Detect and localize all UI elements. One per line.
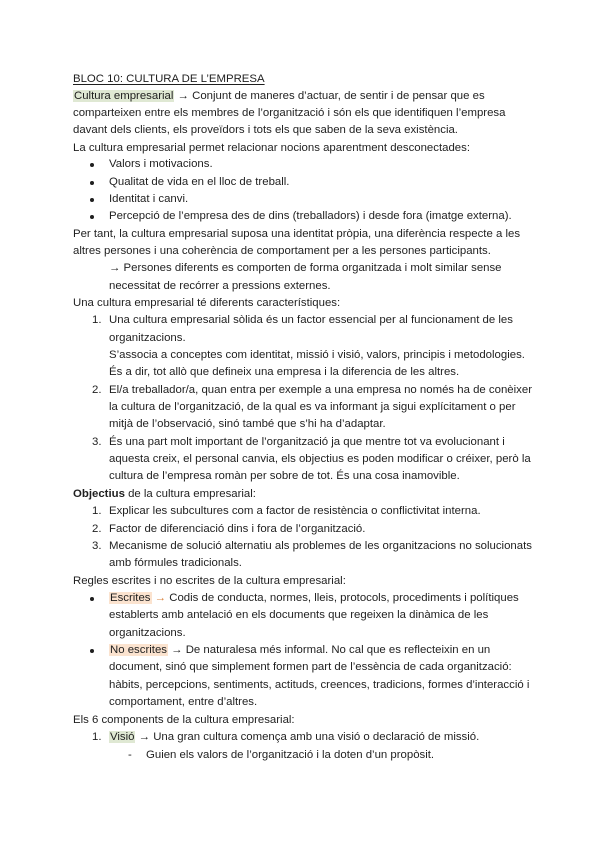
list-number: 2. [92, 384, 102, 396]
list-number: 1. [92, 505, 102, 517]
highlight-term-no-escrites: No escrites [110, 644, 167, 656]
characteristic-line: organitzacions. [109, 332, 186, 344]
per-tant-line-2: altres persones i una coherència de comportament per a les persones participants. [73, 245, 491, 257]
per-tant-line-3: → Persones diferents es comporten de forma organitzada i molt similar sense [109, 262, 502, 274]
no-escrites-line: comportament, entre d’altres. [109, 696, 258, 708]
definition-line-1: Cultura empresarial → Conjunt de maneres d’actuar, de sentir i de pensar que es [74, 90, 485, 102]
characteristic-line: aquesta creix, el personal canvia, els objectius es poden modificar o créixer, però la [109, 453, 531, 465]
components-intro: Els 6 components de la cultura empresarial: [73, 714, 295, 726]
characteristic-line: És una part molt important de l’organització ja que mentre tot va evolucionant i [109, 436, 505, 448]
objectiu-line: Explicar les subcultures com a factor de resistència o conflictivitat interna. [109, 505, 481, 517]
list-number: 3. [92, 540, 102, 552]
visio-sub-line: Guien els valors de l’organització i la doten d’un propòsit. [146, 749, 435, 761]
no-escrites-line-1: No escrites → De naturalesa més informal. No cal que es reflecteixin en un [110, 644, 491, 656]
bullet-dot [90, 181, 94, 185]
characteristic-line: la cultura de l’organització, de la qual es va informant ja sigui explícitament o per [109, 401, 516, 413]
highlight-term-escrites: Escrites [110, 592, 151, 604]
characteristics-intro: Una cultura empresarial té diferents característiques: [73, 297, 341, 309]
per-tant-line-4: necessitat de recórrer a pressions externes. [109, 280, 331, 292]
characteristic-line: És a dir, tot allò que defineix una empresa i la diferencia de les altres. [109, 366, 460, 378]
notion-item: Identitat i canvi. [109, 193, 189, 205]
notions-intro: La cultura empresarial permet relacionar nocions aparentment desconectades: [73, 142, 470, 154]
objectiu-line: Factor de diferenciació dins i fora de l’organització. [109, 523, 366, 535]
escrites-line-1: Escrites → Codis de conducta, normes, lleis, protocols, procediments i polítiques [110, 592, 519, 604]
bullet-dot [90, 649, 94, 653]
escrites-line: establerts amb antelació en els documents que regeixen la dinàmica de les [109, 609, 489, 621]
dash-marker: - [128, 749, 132, 761]
notion-item: Qualitat de vida en el lloc de treball. [109, 176, 290, 188]
notion-item: Percepció de l’empresa des de dins (treballadors) i desde fora (imatge externa). [109, 210, 512, 222]
notion-item: Valors i motivacions. [109, 158, 213, 170]
visio-line: Visió → Una gran cultura comença amb una visió o declaració de missió. [110, 731, 480, 743]
objectiu-line: Mecanisme de solució alternatiu als problemes de les organitzacions no solucionats [109, 540, 532, 552]
regles-intro: Regles escrites i no escrites de la cultura empresarial: [73, 575, 346, 587]
per-tant-line-1: Per tant, la cultura empresarial suposa una identitat pròpia, una diferència respecte a les [73, 228, 521, 240]
characteristic-line: Una cultura empresarial sòlida és un factor essencial per al funcionament de les [109, 314, 513, 326]
characteristic-line: mitjà de l’observació, sinó també que s’hi ha d’adaptar. [109, 418, 386, 430]
escrites-line: organitzacions. [109, 627, 186, 639]
bullet-dot [90, 198, 94, 202]
characteristic-line: S’associa a conceptes com identitat, missió i visió, valors, principis i metodologies. [109, 349, 525, 361]
bullet-dot [90, 163, 94, 167]
list-number: 1. [92, 314, 102, 326]
list-number: 2. [92, 523, 102, 535]
bullet-dot [90, 597, 94, 601]
definition-line-2: comparteixen entre els membres de l’organització i són els que identifiquen l’empresa [73, 107, 506, 119]
highlight-term-visio: Visió [110, 731, 135, 743]
definition-line-3: davant dels clients, els proveïdors i tots els que saben de la seva existència. [73, 124, 458, 136]
highlight-term-cultura: Cultura empresarial [74, 90, 174, 102]
page-title: BLOC 10: CULTURA DE L’EMPRESA [73, 73, 265, 85]
characteristic-line: El/a treballador/a, quan entra per exemple a una empresa no només ha de conèixer [109, 384, 532, 396]
no-escrites-line: hàbits, percepcions, sentiments, actituds, creences, tradicions, formes d’interacció i [109, 679, 530, 691]
objectiu-line: amb fórmules tradicionals. [109, 557, 242, 569]
objectius-heading: Objectius de la cultura empresarial: [73, 488, 256, 500]
characteristic-line: cultura de l’empresa romàn per sobre de tot. És una cosa inamovible. [109, 470, 460, 482]
list-number: 1. [92, 731, 102, 743]
bullet-dot [90, 215, 94, 219]
no-escrites-line: document, sinó que simplement formen part de l’essència de cada organització: [109, 661, 512, 673]
list-number: 3. [92, 436, 102, 448]
